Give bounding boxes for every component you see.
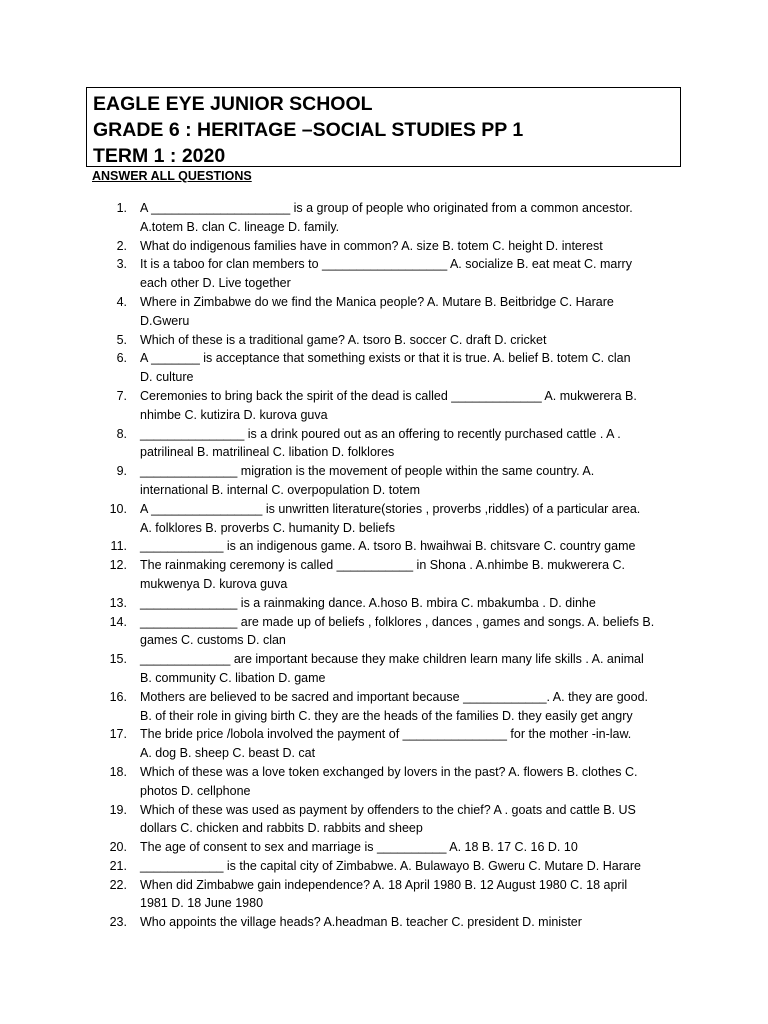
question-text: When did Zimbabwe gain independence? A. 18 April 1980 B. 12 August 1980 C. 18 april xyxy=(140,877,628,892)
question-item xyxy=(0,594,768,613)
question-item xyxy=(0,688,768,726)
question-text: It is a taboo for clan members to __________________ A. socialize B. eat meat C. marry xyxy=(140,257,632,272)
question-item xyxy=(0,199,768,237)
question-text: Which of these was used as payment by offenders to the chief? A . goats and cattle B. US xyxy=(140,802,636,817)
question-text: ______________ are made up of beliefs , folklores , dances , games and songs. A. beliefs B. xyxy=(140,614,655,629)
question-number: 4. xyxy=(116,294,127,309)
question-item xyxy=(0,462,768,500)
question-item xyxy=(0,293,768,331)
question-continuation: mukwenya D. kurova guva xyxy=(140,576,288,591)
header-box xyxy=(86,87,681,167)
question-number: 10. xyxy=(109,501,127,516)
question-text: Which of these was a love token exchanged by lovers in the past? A. flowers B. clothes C. xyxy=(140,764,638,779)
question-number: 16. xyxy=(109,689,127,704)
question-text: Which of these is a traditional game? A. tsoro B. soccer C. draft D. cricket xyxy=(140,332,547,347)
question-continuation: A.totem B. clan C. lineage D. family. xyxy=(140,219,340,234)
question-number: 13. xyxy=(109,595,127,610)
question-continuation: B. of their role in giving birth C. they are the heads of the families D. they easily get angry xyxy=(140,708,633,723)
question-item xyxy=(0,331,768,350)
question-number: 8. xyxy=(116,426,127,441)
question-number: 15. xyxy=(109,652,127,667)
question-continuation: games C. customs D. clan xyxy=(140,633,286,648)
question-text: The rainmaking ceremony is called ___________ in Shona . A.nhimbe B. mukwerera C. xyxy=(140,558,625,573)
question-item xyxy=(0,763,768,801)
question-number: 7. xyxy=(116,388,127,403)
question-item xyxy=(0,650,768,688)
question-item xyxy=(0,857,768,876)
question-number: 6. xyxy=(116,351,127,366)
question-continuation: international B. internal C. overpopulation D. totem xyxy=(140,482,421,497)
question-text: _______________ is a drink poured out as an offering to recently purchased cattle . A . xyxy=(140,426,621,441)
question-text: A _______ is acceptance that something exists or that it is true. A. belief B. totem C. clan xyxy=(140,351,631,366)
question-continuation: each other D. Live together xyxy=(140,276,291,291)
question-text: The bride price /lobola involved the payment of _______________ for the mother -in-law. xyxy=(140,727,632,742)
question-item xyxy=(0,255,768,293)
question-text: Who appoints the village heads? A.headman B. teacher C. president D. minister xyxy=(140,915,582,930)
question-number: 18. xyxy=(109,764,127,779)
question-text: The age of consent to sex and marriage is __________ A. 18 B. 17 C. 16 D. 10 xyxy=(140,840,578,855)
question-item xyxy=(0,725,768,763)
question-text: Where in Zimbabwe do we find the Manica people? A. Mutare B. Beitbridge C. Harare xyxy=(140,294,614,309)
question-number: 22. xyxy=(109,877,127,892)
question-number: 17. xyxy=(109,727,127,742)
question-number: 3. xyxy=(116,257,127,272)
question-item xyxy=(0,838,768,857)
question-item xyxy=(0,500,768,538)
question-number: 19. xyxy=(109,802,127,817)
question-text: A ________________ is unwritten literature(stories , proverbs ,riddles) of a particular area. xyxy=(140,501,641,516)
question-text: ____________ is the capital city of Zimbabwe. A. Bulawayo B. Gweru C. Mutare D. Harare xyxy=(140,858,641,873)
question-continuation: B. community C. libation D. game xyxy=(140,670,326,685)
question-continuation: patrilineal B. matrilineal C. libation D. folklores xyxy=(140,445,395,460)
exam-title: GRADE 6 : HERITAGE –SOCIAL STUDIES PP 1 xyxy=(93,119,524,141)
question-item xyxy=(0,537,768,556)
term-label: TERM 1 : 2020 xyxy=(93,145,226,167)
question-item xyxy=(0,387,768,425)
question-item xyxy=(0,801,768,839)
question-continuation: D.Gweru xyxy=(140,313,190,328)
question-text: Mothers are believed to be sacred and important because ____________. A. they are good. xyxy=(140,689,648,704)
question-number: 1. xyxy=(116,201,127,215)
question-number: 11. xyxy=(110,539,127,554)
question-text: _____________ are important because they make children learn many life skills . A. animal xyxy=(140,652,644,667)
question-item xyxy=(0,613,768,651)
question-text: A ____________________ is a group of people who originated from a common ancestor. xyxy=(140,201,633,215)
question-text: ______________ migration is the movement of people within the same country. A. xyxy=(140,464,595,479)
question-continuation: D. culture xyxy=(140,370,194,385)
question-text: Ceremonies to bring back the spirit of the dead is called _____________ A. mukwerera B. xyxy=(140,388,637,403)
question-number: 2. xyxy=(116,238,127,253)
question-continuation: nhimbe C. kutizira D. kurova guva xyxy=(140,407,328,422)
question-number: 9. xyxy=(116,464,127,479)
question-number: 14. xyxy=(109,614,127,629)
question-number: 23. xyxy=(109,915,127,930)
question-number: 20. xyxy=(109,840,127,855)
question-item xyxy=(0,425,768,463)
question-text: ______________ is a rainmaking dance. A.hoso B. mbira C. mbakumba . D. dinhe xyxy=(140,595,596,610)
question-number: 21. xyxy=(109,858,127,873)
question-continuation: dollars C. chicken and rabbits D. rabbits and sheep xyxy=(140,821,423,836)
question-number: 12. xyxy=(109,558,127,573)
question-list xyxy=(0,199,768,932)
question-text: What do indigenous families have in common? A. size B. totem C. height D. interest xyxy=(140,238,603,253)
question-continuation: photos D. cellphone xyxy=(140,783,251,798)
question-continuation: 1981 D. 18 June 1980 xyxy=(140,896,264,911)
question-text: ____________ is an indigenous game. A. tsoro B. hwaihwai B. chitsvare C. country game xyxy=(140,539,636,554)
question-item xyxy=(0,913,768,932)
question-continuation: A. dog B. sheep C. beast D. cat xyxy=(140,746,316,761)
question-continuation: A. folklores B. proverbs C. humanity D. beliefs xyxy=(140,520,395,535)
school-name: EAGLE EYE JUNIOR SCHOOL xyxy=(93,93,373,115)
question-item xyxy=(0,876,768,914)
question-number: 5. xyxy=(116,332,127,347)
instruction: ANSWER ALL QUESTIONS xyxy=(92,169,252,183)
question-item xyxy=(0,349,768,387)
question-item xyxy=(0,556,768,594)
question-item xyxy=(0,237,768,256)
